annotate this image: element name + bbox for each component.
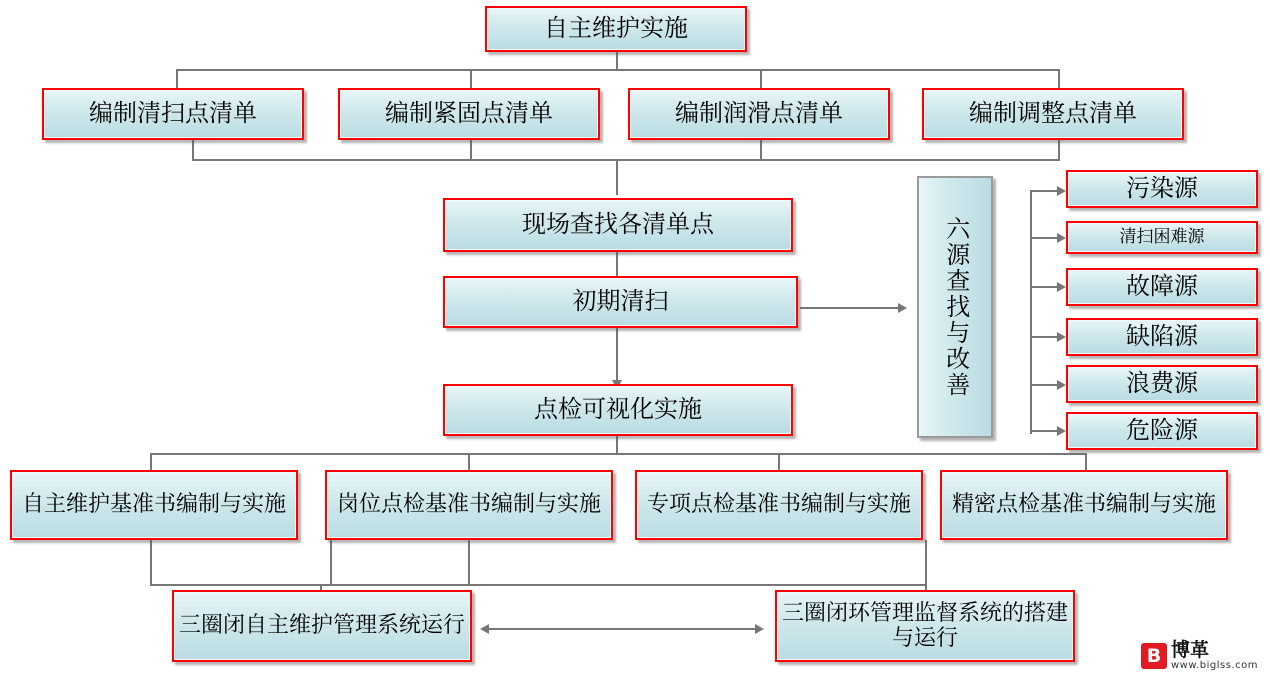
connector-std-down-1 (150, 453, 152, 470)
node-standard-precision[interactable]: 精密点检基准书编制与实施 (940, 470, 1228, 540)
connector-std-down-2 (468, 453, 470, 470)
connector-source-3-arrow (1057, 282, 1066, 292)
connector-bus-top (176, 69, 1060, 71)
connector-source-2-arrow (1057, 233, 1066, 243)
node-source-waste[interactable]: 浪费源 (1066, 365, 1258, 403)
node-bottom-supervision-system[interactable]: 三圈闭环管理监督系统的搭建与运行 (775, 590, 1075, 662)
connector-std4-down (925, 540, 927, 585)
node-six-source[interactable]: 六源查找与改善 (917, 176, 993, 438)
logo-url: www.biglss.com (1170, 659, 1258, 671)
connector-bus-mid-down (616, 159, 618, 195)
connector-list3-down (760, 140, 762, 160)
connector-bottom-arrow-left (480, 624, 489, 634)
connector-source-5-arrow (1057, 380, 1066, 390)
connector-bus-down-2 (470, 69, 472, 90)
connector-source-4-arrow (1057, 332, 1066, 342)
connector-source-4 (1030, 336, 1060, 338)
connector-bus-down-1 (176, 69, 178, 90)
node-find-points[interactable]: 现场查找各清单点 (443, 198, 793, 252)
node-source-cleaning-difficulty[interactable]: 清扫困难源 (1066, 221, 1258, 254)
node-standard-special[interactable]: 专项点检基准书编制与实施 (635, 470, 923, 540)
connector-sixsource-arrow (898, 303, 907, 313)
node-source-defect[interactable]: 缺陷源 (1066, 318, 1258, 356)
connector-sources-trunk (1030, 190, 1032, 434)
connector-bus-mid (192, 159, 1060, 161)
connector-std-down-3 (778, 453, 780, 470)
connector-source-1 (1030, 190, 1060, 192)
connector-std1-down (150, 540, 152, 585)
connector-source-6 (1030, 430, 1060, 432)
node-visual-inspection[interactable]: 点检可视化实施 (443, 384, 793, 436)
connector-source-1-arrow (1057, 186, 1066, 196)
node-initial-cleaning[interactable]: 初期清扫 (443, 276, 798, 328)
connector-bus-bottom (150, 584, 925, 586)
connector-list2-down (470, 140, 472, 160)
connector-std-down-4 (1085, 453, 1087, 470)
connector-source-5 (1030, 384, 1060, 386)
connector-visual-down (616, 436, 618, 454)
connector-source-2 (1030, 237, 1060, 239)
connector-bus-down-3 (760, 69, 762, 90)
connector-bus-standards (150, 453, 1085, 455)
connector-source-6-arrow (1057, 426, 1066, 436)
connector-chain-2-3 (616, 328, 618, 384)
node-source-hazard[interactable]: 危险源 (1066, 412, 1258, 450)
node-bottom-autonomous-system[interactable]: 三圈闭自主维护管理系统运行 (172, 590, 472, 662)
node-list-2[interactable]: 编制紧固点清单 (338, 88, 600, 140)
connector-list1-down (192, 140, 194, 160)
node-source-failure[interactable]: 故障源 (1066, 268, 1258, 306)
node-list-3[interactable]: 编制润滑点清单 (628, 88, 890, 140)
logo-mark-icon: B (1141, 643, 1167, 669)
brand-logo (1141, 638, 1258, 671)
connector-bus-down-4 (1058, 69, 1060, 90)
connector-chain2-to-sixsource (800, 307, 900, 309)
node-list-4[interactable]: 编制调整点清单 (922, 88, 1184, 140)
connector-std2-down (330, 540, 332, 585)
node-source-pollution[interactable]: 污染源 (1066, 170, 1258, 208)
node-standard-autonomous[interactable]: 自主维护基准书编制与实施 (10, 470, 298, 540)
node-standard-post[interactable]: 岗位点检基准书编制与实施 (325, 470, 613, 540)
connector-list4-down (1058, 140, 1060, 160)
node-title[interactable]: 自主维护实施 (485, 6, 747, 52)
connector-title-down (616, 52, 618, 70)
connector-bottom-bidirectional (488, 628, 760, 630)
connector-chain-1-2 (616, 252, 618, 276)
logo-name-cn: 博革 (1170, 638, 1209, 661)
connector-std3-down (468, 540, 470, 585)
connector-bottom-arrow-right (755, 624, 764, 634)
connector-source-3 (1030, 286, 1060, 288)
node-list-1[interactable]: 编制清扫点清单 (42, 88, 304, 140)
